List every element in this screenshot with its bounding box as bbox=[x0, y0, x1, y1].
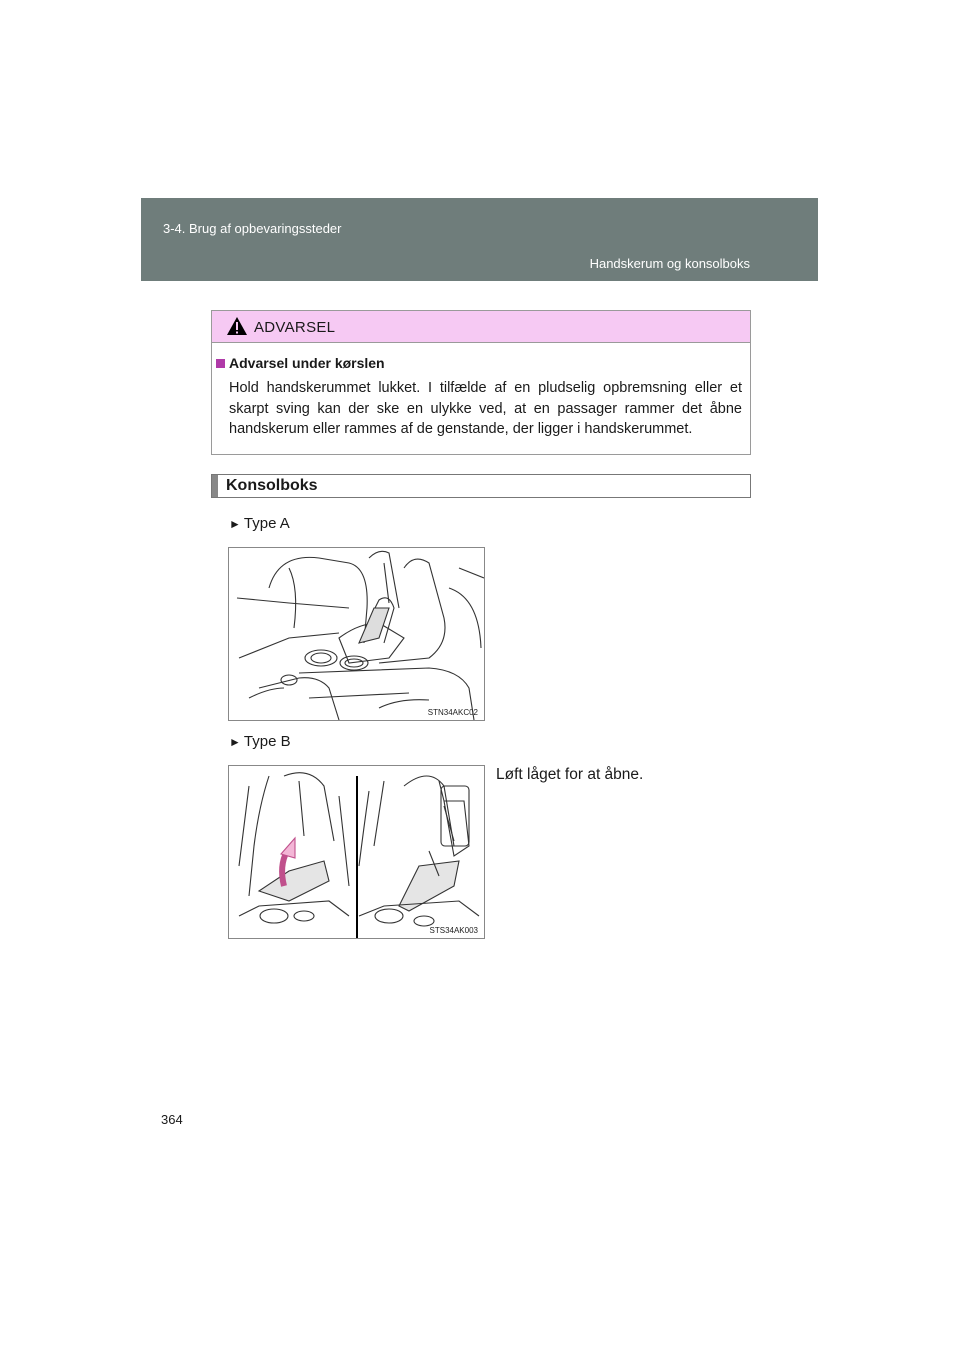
type-a-illustration bbox=[228, 547, 485, 721]
type-b-label bbox=[229, 733, 291, 750]
type-a-label bbox=[229, 515, 290, 532]
section-heading-text: Konsolboks bbox=[226, 477, 318, 494]
warning-triangle-icon bbox=[226, 316, 248, 336]
section-heading bbox=[211, 474, 751, 498]
figure-code-b: STS34AK003 bbox=[429, 926, 478, 935]
page-number: 364 bbox=[161, 1112, 183, 1127]
warning-label: ADVARSEL bbox=[254, 319, 336, 336]
warning-subheading bbox=[216, 355, 385, 371]
topic-title: Handskerum og konsolboks bbox=[589, 256, 750, 271]
pointer-arrow-icon: ► bbox=[229, 735, 241, 749]
type-b-note: Løft låget for at åbne. bbox=[496, 766, 644, 783]
warning-bar bbox=[212, 311, 750, 343]
type-b-illustration bbox=[228, 765, 485, 939]
warning-body: Hold handskerummet lukket. I tilfælde af en pludselig opbremsning eller et skarpt sving kan der ske en ulykke ved, at en passager rammer det åbne handskerum eller rammes af de genstande, der ligger i handskerummet. bbox=[229, 380, 742, 437]
console-box-type-a-drawing bbox=[229, 548, 484, 720]
type-a-text: Type A bbox=[243, 515, 290, 532]
page-header bbox=[141, 198, 818, 281]
warning-subheading-text: Advarsel under kørslen bbox=[229, 355, 385, 371]
console-box-type-b-drawing bbox=[229, 766, 484, 938]
warning-box bbox=[211, 310, 751, 455]
type-b-text: Type B bbox=[243, 733, 291, 750]
pointer-arrow-icon: ► bbox=[229, 517, 241, 531]
section-title: 3-4. Brug af opbevaringssteder bbox=[163, 221, 342, 236]
figure-code-a: STN34AKC02 bbox=[427, 708, 478, 717]
section-accent bbox=[212, 475, 218, 497]
bullet-square-icon bbox=[216, 359, 225, 368]
